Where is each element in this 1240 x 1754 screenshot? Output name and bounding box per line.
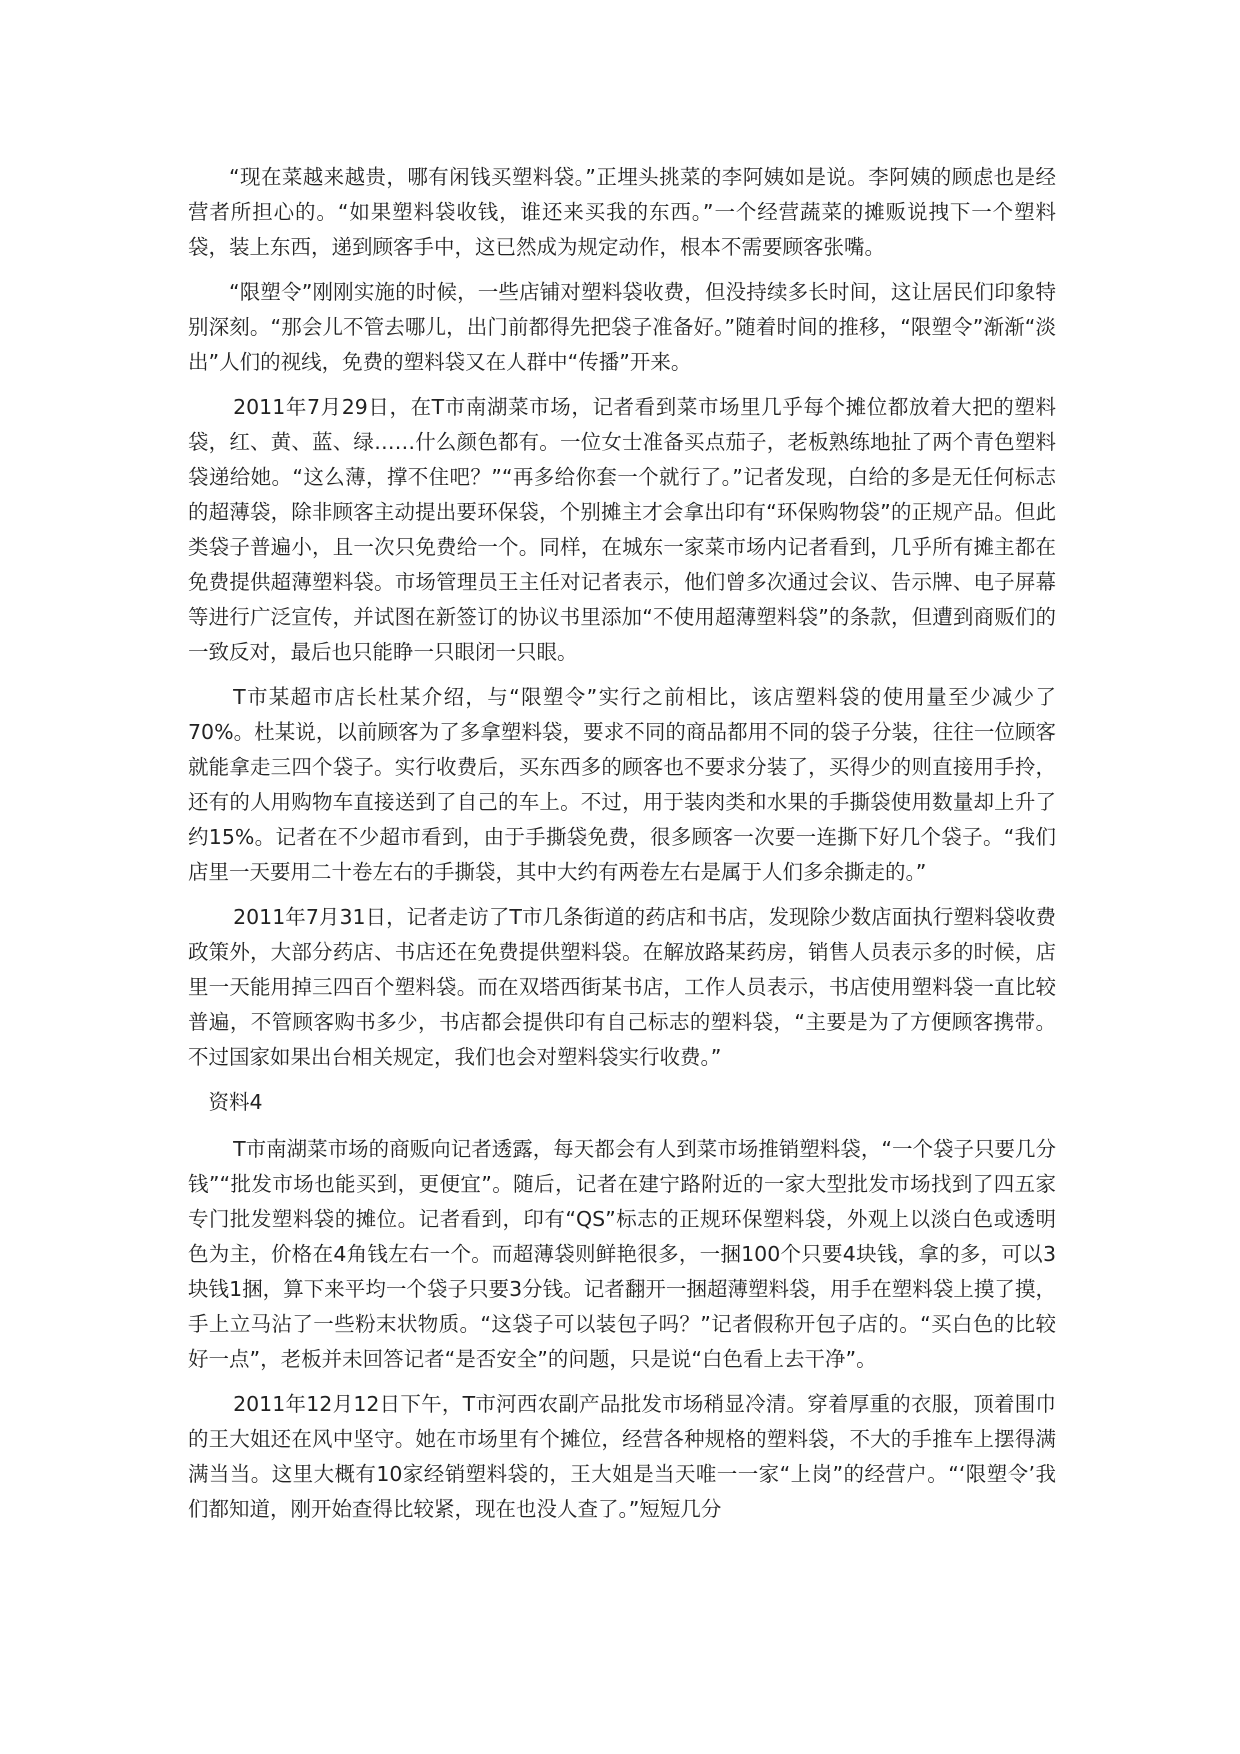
paragraph-3: 2011年7月29日，在T市南湖菜市场，记者看到菜市场里几乎每个摊位都放着大把的塑料袋，红、黄、蓝、绿……什么颜色都有。一位女士准备买点茄子，老板熟练地扯了两个青色塑料袋递给她。“这么薄，撑不住吧？”“再多给你套一个就行了。”记者发现，白给的多是无任何标志的超薄袋，除非顾客主动提出要环保袋，个别摊主才会拿出印有“环保购物袋”的正规产品。但此类袋子普遍小，且一次只免费给一个。同样，在城东一家菜市场内记者看到，几乎所有摊主都在免费提供超薄塑料袋。市场管理员王主任对记者表示，他们曾多次通过会议、告示牌、电子屏幕等进行广泛宣传，并试图在新签订的协议书里添加“不使用超薄塑料袋”的条款，但遭到商贩们的一致反对，最后也只能睁一只眼闭一只眼。 (188, 395, 1056, 664)
document-page (188, 160, 1056, 1537)
paragraph-1: “现在菜越来越贵，哪有闲钱买塑料袋。”正埋头挑菜的李阿姨如是说。李阿姨的顾虑也是经营者所担心的。“如果塑料袋收钱，谁还来买我的东西。”一个经营蔬菜的摊贩说拽下一个塑料袋，装上东西，递到顾客手中，这已然成为规定动作，根本不需要顾客张嘴。 (188, 165, 1056, 259)
paragraph-4: T市某超市店长杜某介绍，与“限塑令”实行之前相比，该店塑料袋的使用量至少减少了70%。杜某说，以前顾客为了多拿塑料袋，要求不同的商品都用不同的袋子分装，往往一位顾客就能拿走三四个袋子。实行收费后，买东西多的顾客也不要求分装了，买得少的则直接用手拎，还有的人用购物车直接送到了自己的车上。不过，用于装肉类和水果的手撕袋使用数量却上升了约15%。记者在不少超市看到，由于手撕袋免费，很多顾客一次要一连撕下好几个袋子。“我们店里一天要用二十卷左右的手撕袋，其中大约有两卷左右是属于人们多余撕走的。” (188, 685, 1056, 884)
paragraph-5: 2011年7月31日，记者走访了T市几条街道的药店和书店，发现除少数店面执行塑料袋收费政策外，大部分药店、书店还在免费提供塑料袋。在解放路某药房，销售人员表示多的时候，店里一天能用掉三四百个塑料袋。而在双塔西街某书店，工作人员表示，书店使用塑料袋一直比较普遍，不管顾客购书多少，书店都会提供印有自己标志的塑料袋，“主要是为了方便顾客携带。不过国家如果出台相关规定，我们也会对塑料袋实行收费。” (188, 905, 1056, 1069)
paragraph-7: 2011年12月12日下午，T市河西农副产品批发市场稍显冷清。穿着厚重的衣服，顶着围巾的王大姐还在风中坚守。她在市场里有个摊位，经营各种规格的塑料袋，不大的手推车上摆得满满当当。这里大概有10家经销塑料袋的，王大姐是当天唯一一家“上岗”的经营户。“‘限塑令’我们都知道，刚开始查得比较紧，现在也没人查了。”短短几分 (188, 1392, 1056, 1521)
section-heading: 资料4 (208, 1090, 263, 1114)
paragraph-2: “限塑令”刚刚实施的时候，一些店铺对塑料袋收费，但没持续多长时间，这让居民们印象特别深刻。“那会儿不管去哪儿，出门前都得先把袋子准备好。”随着时间的推移，“限塑令”渐渐“淡出”人们的视线，免费的塑料袋又在人群中“传播”开来。 (188, 280, 1056, 374)
paragraph-6: T市南湖菜市场的商贩向记者透露，每天都会有人到菜市场推销塑料袋，“一个袋子只要几分钱”“批发市场也能买到，更便宜”。随后，记者在建宁路附近的一家大型批发市场找到了四五家专门批发塑料袋的摊位。记者看到，印有“QS”标志的正规环保塑料袋，外观上以淡白色或透明色为主，价格在4角钱左右一个。而超薄袋则鲜艳很多，一捆100个只要4块钱，拿的多，可以3块钱1捆，算下来平均一个袋子只要3分钱。记者翻开一捆超薄塑料袋，用手在塑料袋上摸了摸，手上立马沾了一些粉末状物质。“这袋子可以装包子吗？”记者假称开包子店的。“买白色的比较好一点”，老板并未回答记者“是否安全”的问题，只是说“白色看上去干净”。 (188, 1137, 1056, 1371)
